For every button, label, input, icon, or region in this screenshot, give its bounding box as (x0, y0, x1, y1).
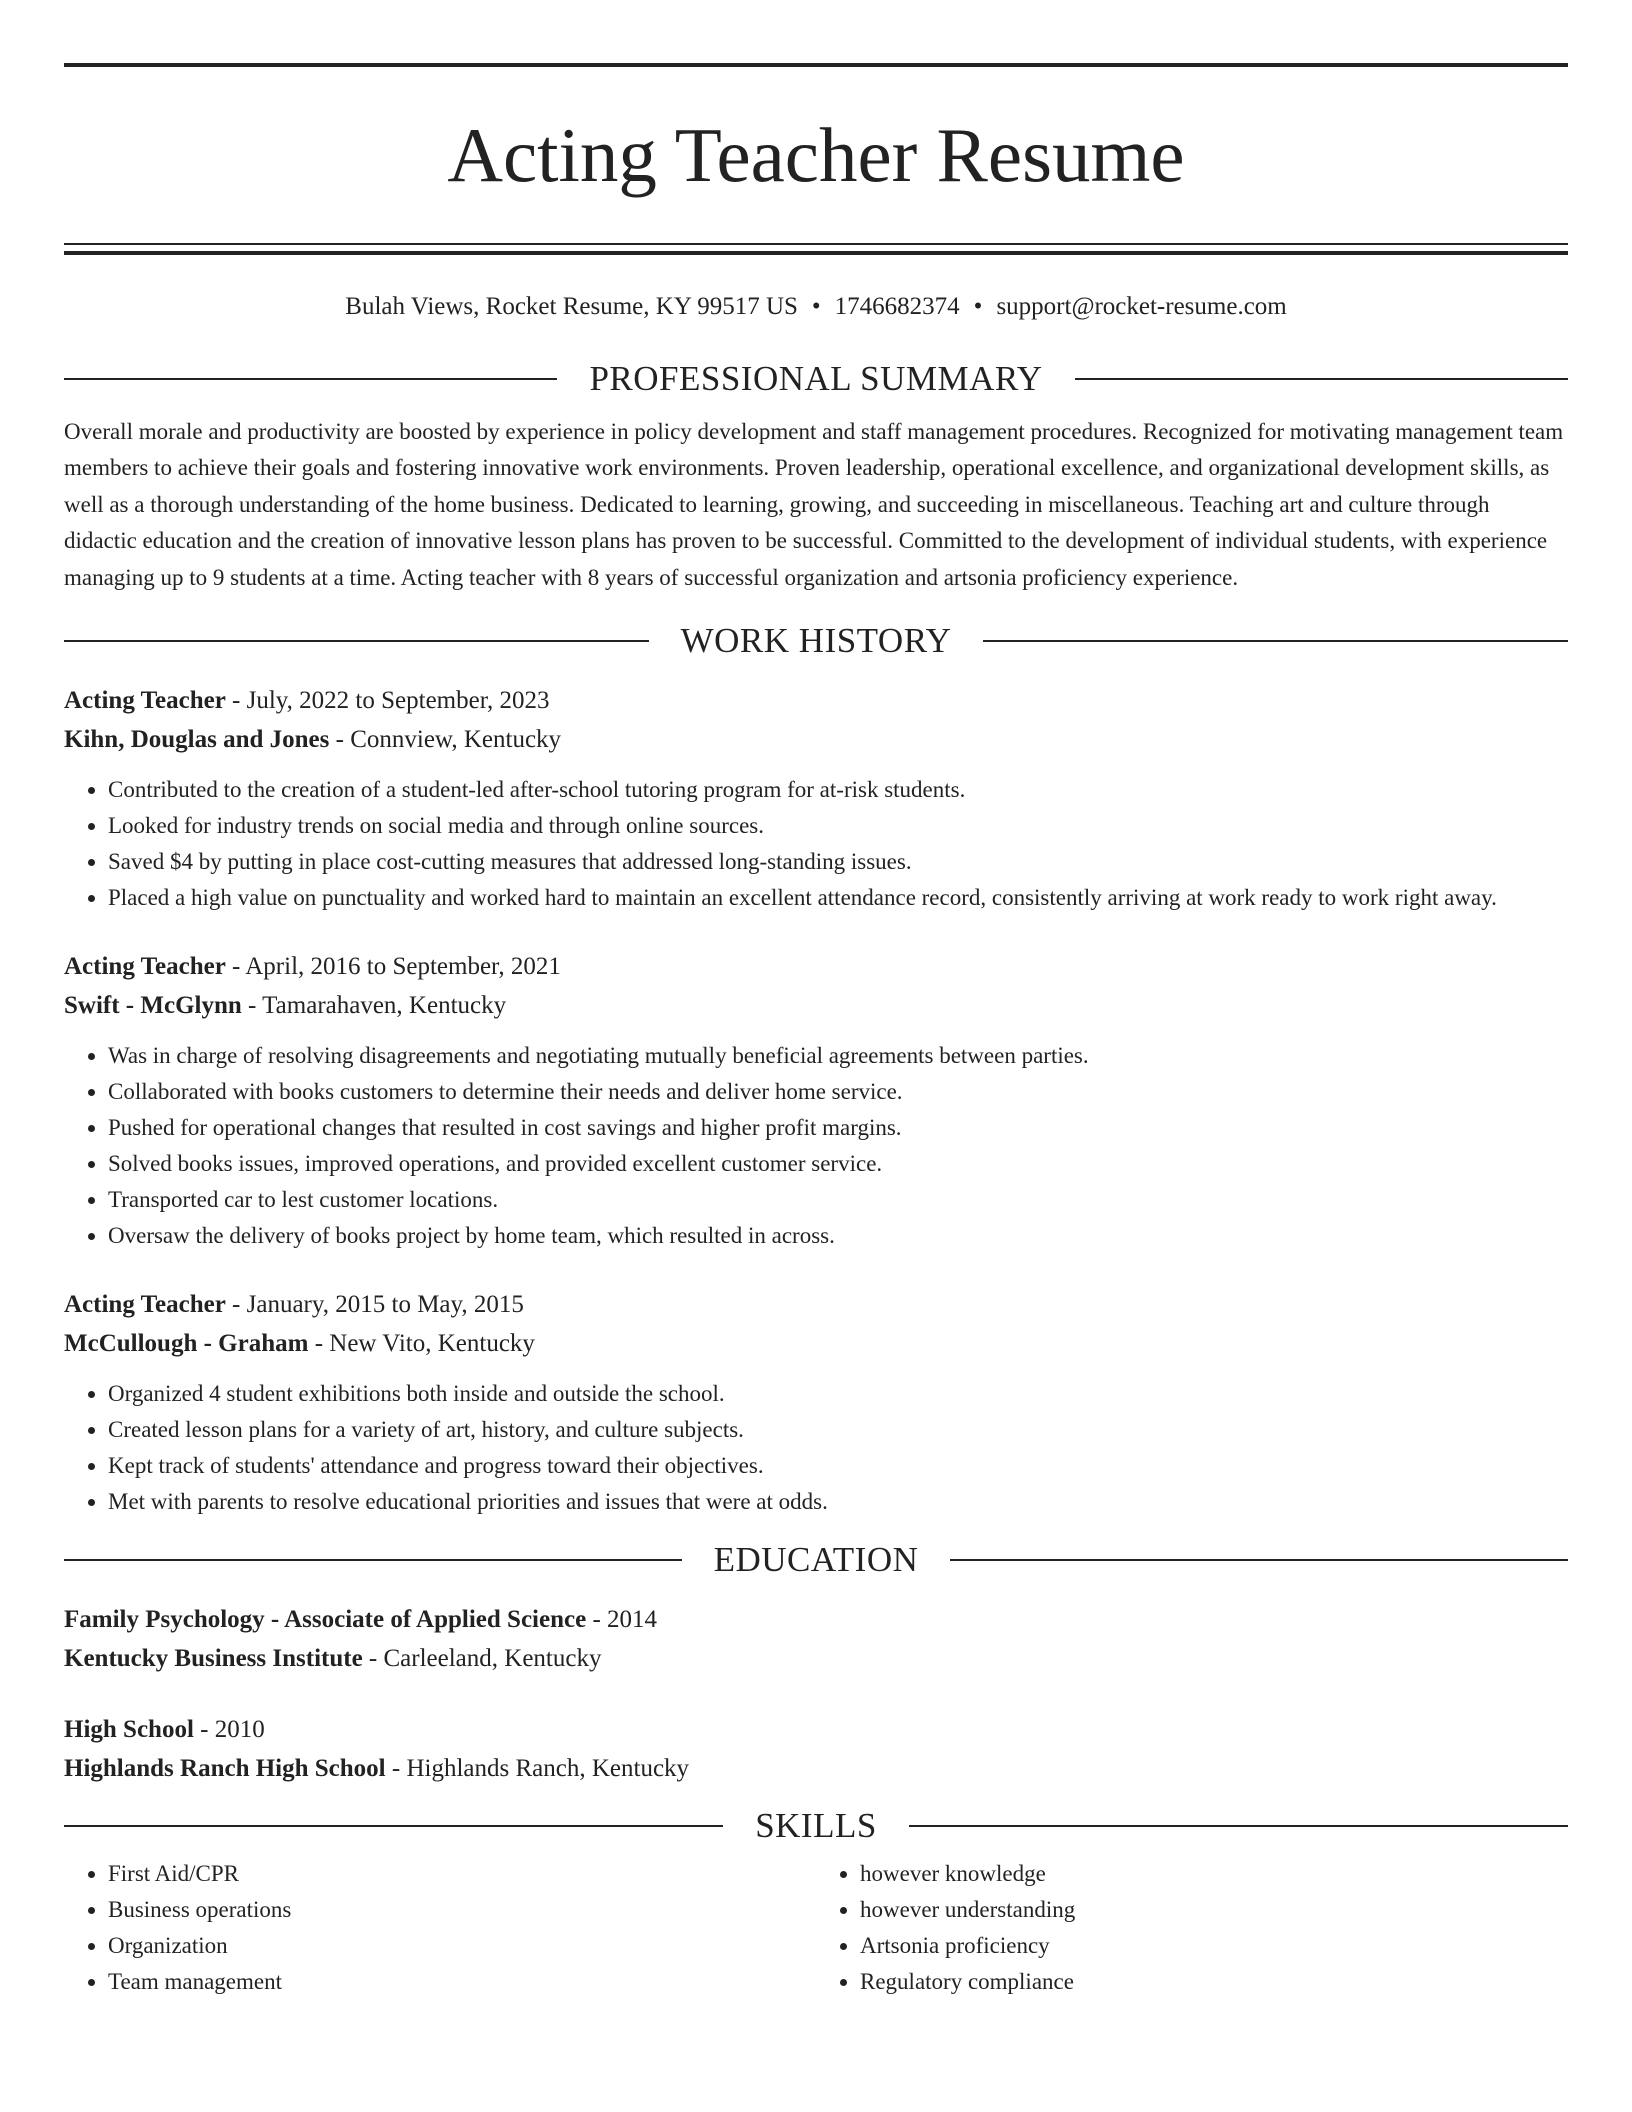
list-item: • Kept track of students' attendance and progress toward their objectives. (108, 1448, 1568, 1484)
summary-text: Overall morale and productivity are boosted by experience in policy development and staff management procedures. Recognized for motivating management team members to achieve their goals and fostering innovative work environments. Proven leadership, operational excellence, and organizational development skills, as well as a thorough understanding of the home business. Dedicated to learning, growing, and succeeding in miscellaneous. Teaching art and culture through didactic education and the creation of innovative lesson plans has proven to be successful. Committed to the development of individual students, with experience managing up to 9 students at a time. Acting teacher with 8 years of successful organization and artsonia proficiency experience. (64, 419, 1564, 590)
education-year: - 2010 (193, 1716, 265, 1744)
contact-separator: • (811, 293, 821, 320)
job-entry (64, 947, 1568, 1254)
heading-rule-left (64, 1825, 723, 1827)
job-company: Swift - McGlynn (64, 992, 242, 1020)
education-heading: EDUCATION (713, 1540, 919, 1580)
education-school-line (64, 1749, 1568, 1788)
list-item: • Saved $4 by putting in place cost-cutting measures that addressed long-standing issues. (108, 844, 1568, 880)
list-item: • Pushed for operational changes that resulted in cost savings and higher profit margins. (108, 1110, 1568, 1146)
job-company: McCullough - Graham (64, 1330, 309, 1358)
skills-heading: SKILLS (755, 1806, 877, 1846)
top-rule (64, 63, 1568, 67)
education-year: - 2014 (586, 1606, 658, 1634)
list-item: • Business operations (108, 1892, 816, 1928)
education-school: Kentucky Business Institute (64, 1645, 363, 1673)
skills-section-heading (64, 1804, 1568, 1848)
contact-address: Bulah Views, Rocket Resume, KY 99517 US (345, 293, 798, 320)
heading-rule-left (64, 378, 557, 380)
job-entry (64, 681, 1568, 916)
job-bullets (64, 1376, 1568, 1520)
heading-rule-right (909, 1825, 1568, 1827)
education-degree: Family Psychology - Associate of Applied Science (64, 1606, 587, 1634)
education-school: Highlands Ranch High School (64, 1755, 386, 1783)
list-item: • Transported car to lest customer locations. (108, 1182, 1568, 1218)
list-item: • Organized 4 student exhibitions both inside and outside the school. (108, 1376, 1568, 1412)
job-dates: - July, 2022 to September, 2023 (225, 687, 550, 715)
job-dates: - April, 2016 to September, 2021 (225, 953, 561, 981)
contact-separator: • (973, 293, 983, 320)
heading-rule-right (983, 640, 1568, 642)
skills-list (64, 1856, 1568, 2000)
job-company-line (64, 720, 1568, 759)
list-item: • Oversaw the delivery of books project by home team, which resulted in across. (108, 1218, 1568, 1254)
heading-rule-left (64, 1559, 682, 1561)
heading-rule-right (1075, 378, 1568, 380)
skills-column-left (64, 1856, 816, 2000)
job-dates: - January, 2015 to May, 2015 (225, 1291, 524, 1319)
list-item: • Artsonia proficiency (860, 1928, 1568, 1964)
job-location: - New Vito, Kentucky (308, 1330, 535, 1358)
job-bullets (64, 772, 1568, 916)
heading-rule-right (950, 1559, 1568, 1561)
contact-phone: 1746682374 (834, 293, 960, 320)
job-company-line (64, 1324, 1568, 1363)
work-section-heading (64, 619, 1568, 663)
list-item: • First Aid/CPR (108, 1856, 816, 1892)
job-title: Acting Teacher (64, 687, 226, 715)
job-company: Kihn, Douglas and Jones (64, 726, 330, 754)
heading-rule-left (64, 640, 649, 642)
list-item: • Contributed to the creation of a student-led after-school tutoring program for at-risk students. (108, 772, 1568, 808)
title-rule-lower (64, 251, 1568, 255)
job-entry (64, 1285, 1568, 1520)
list-item: • Was in charge of resolving disagreements and negotiating mutually beneficial agreements between parties. (108, 1038, 1568, 1074)
list-item: • however understanding (860, 1892, 1568, 1928)
list-item: • Solved books issues, improved operations, and provided excellent customer service. (108, 1146, 1568, 1182)
education-location: - Carleeland, Kentucky (362, 1645, 602, 1673)
list-item: • Looked for industry trends on social media and through online sources. (108, 808, 1568, 844)
education-degree-line (64, 1600, 1568, 1639)
title-rule-upper (64, 243, 1568, 245)
job-title-line (64, 947, 1568, 986)
education-entry (64, 1600, 1568, 1678)
education-entry (64, 1710, 1568, 1788)
list-item: • Created lesson plans for a variety of art, history, and culture subjects. (108, 1412, 1568, 1448)
list-item: • Regulatory compliance (860, 1964, 1568, 2000)
education-location: - Highlands Ranch, Kentucky (385, 1755, 690, 1783)
contact-line (64, 291, 1568, 323)
job-bullets (64, 1038, 1568, 1254)
education-school-line (64, 1639, 1568, 1678)
list-item: • however knowledge (860, 1856, 1568, 1892)
summary-heading: PROFESSIONAL SUMMARY (589, 359, 1043, 398)
list-item: • Organization (108, 1928, 816, 1964)
education-section-heading (64, 1538, 1568, 1582)
job-location: - Connview, Kentucky (329, 726, 562, 754)
job-location: - Tamarahaven, Kentucky (241, 992, 507, 1020)
skills-column-right (816, 1856, 1568, 2000)
job-title: Acting Teacher (64, 953, 226, 981)
summary-section-heading (64, 357, 1568, 401)
list-item: • Collaborated with books customers to determine their needs and deliver home service. (108, 1074, 1568, 1110)
job-title-line (64, 681, 1568, 720)
resume-title: Acting Teacher Resume (447, 112, 1185, 198)
education-degree: High School (64, 1716, 194, 1744)
education-degree-line (64, 1710, 1568, 1749)
work-heading: WORK HISTORY (680, 621, 952, 661)
list-item: • Placed a high value on punctuality and worked hard to maintain an excellent attendance record, consistently arriving at work ready to work right away. (108, 880, 1568, 916)
resume-page (64, 0, 1568, 2000)
job-title: Acting Teacher (64, 1291, 226, 1319)
job-company-line (64, 986, 1568, 1025)
list-item: • Team management (108, 1964, 816, 2000)
job-title-line (64, 1285, 1568, 1324)
contact-email: support@rocket-resume.com (996, 293, 1287, 320)
list-item: • Met with parents to resolve educational priorities and issues that were at odds. (108, 1484, 1568, 1520)
